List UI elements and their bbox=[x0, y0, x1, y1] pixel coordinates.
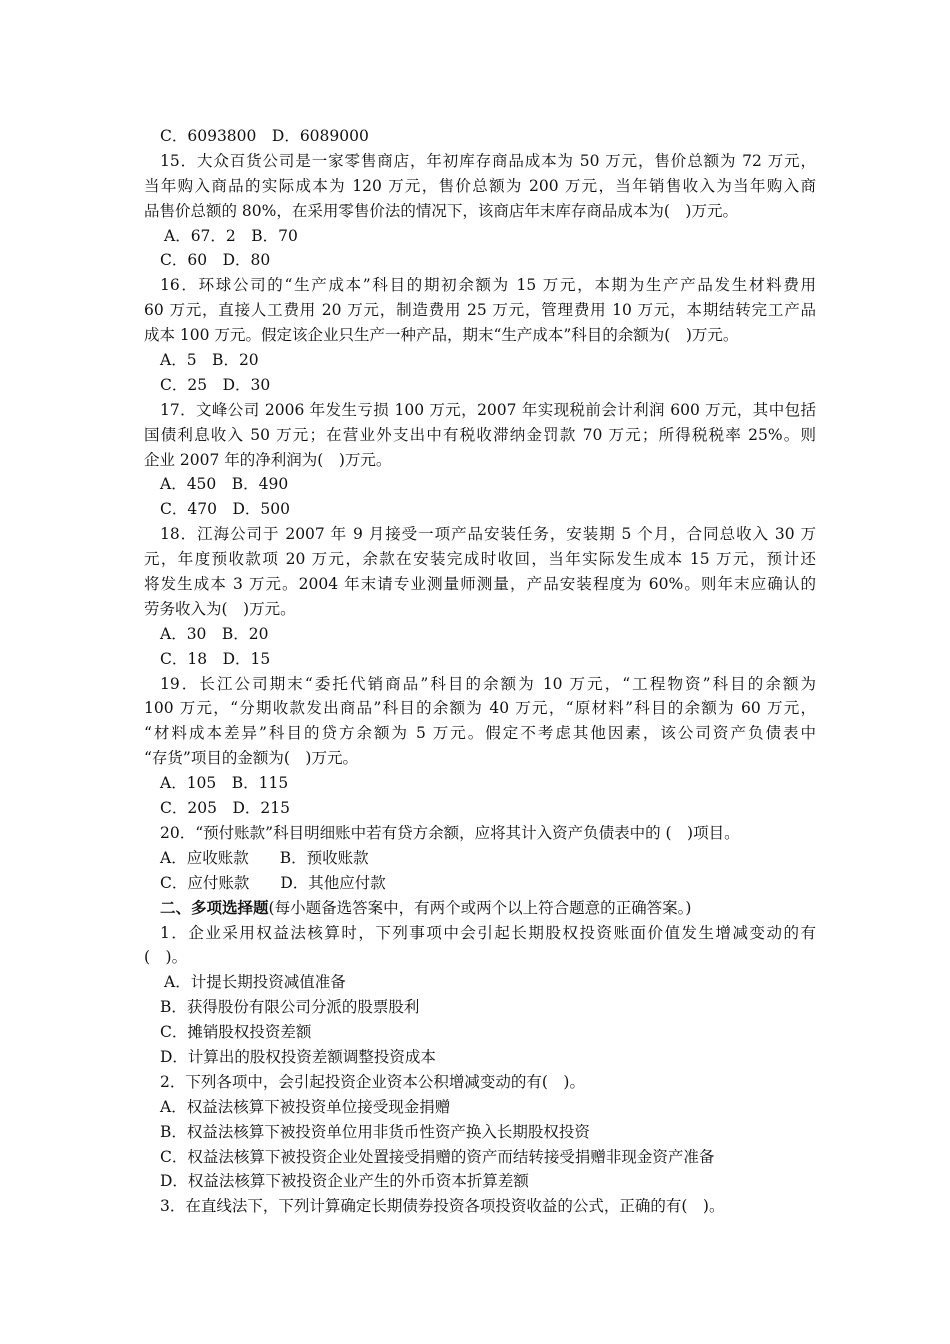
text-line: A．105 B．115 bbox=[160, 774, 289, 793]
text-line: A．67．2 B．70 bbox=[164, 226, 298, 245]
text-line: ( )。 bbox=[144, 948, 188, 967]
section-note: (每小题备选答案中，有两个或两个以上符合题意的正确答案。) bbox=[268, 898, 692, 917]
text-line: C．205 D．215 bbox=[160, 799, 290, 818]
text-line: 17．文峰公司 2006 年发生亏损 100 万元，2007 年实现税前会计利润 600 万元，其中包括 bbox=[160, 400, 816, 419]
text-line: 国债利息收入 50 万元；在营业外支出中有税收滞纳金罚款 70 万元；所得税税率 25%。则 bbox=[144, 425, 816, 444]
text-line: A．450 B．490 bbox=[160, 475, 289, 494]
text-line: C．25 D．30 bbox=[160, 375, 271, 394]
text-line: 当年购入商品的实际成本为 120 万元，售价总额为 200 万元，当年销售收入为当年购入商 bbox=[144, 176, 816, 195]
text-line: A．权益法核算下被投资单位接受现金捐赠 bbox=[160, 1097, 451, 1116]
text-line: 60 万元，直接人工费用 20 万元，制造费用 25 万元，管理费用 10 万元，本期结转完工产品 bbox=[144, 301, 816, 320]
text-line: C．60 D．80 bbox=[160, 251, 271, 270]
text-line: B．获得股份有限公司分派的股票股利 bbox=[160, 998, 420, 1017]
text-line: 3．在直线法下，下列计算确定长期债券投资各项投资收益的公式，正确的有( )。 bbox=[160, 1197, 725, 1216]
text-line: A．5 B．20 bbox=[160, 351, 259, 370]
text-line: 企业 2007 年的净利润为( )万元。 bbox=[144, 450, 392, 469]
text-line: A．应收账款 B．预收账款 bbox=[160, 848, 369, 867]
document-page bbox=[144, 124, 816, 1219]
text-line: 劳务收入为( )万元。 bbox=[144, 599, 296, 618]
text-line: 15．大众百货公司是一家零售商店，年初库存商品成本为 50 万元，售价总额为 72 万元， bbox=[160, 151, 816, 170]
text-line: 成本 100 万元。假定该企业只生产一种产品，期末“生产成本”科目的余额为( )万元。 bbox=[144, 326, 739, 345]
section-heading bbox=[144, 896, 816, 921]
text-line: 1．企业采用权益法核算时，下列事项中会引起长期股权投资账面价值发生增减变动的有 bbox=[160, 923, 816, 942]
text-line: 18．江海公司于 2007 年 9 月接受一项产品安装任务，安装期 5 个月，合同总收入 30 万 bbox=[160, 525, 816, 544]
text-line: 19．长江公司期末“委托代销商品”科目的余额为 10 万元，“工程物资”科目的余额为 bbox=[160, 674, 816, 693]
text-line: 16．环球公司的“生产成本”科目的期初余额为 15 万元，本期为生产产品发生材料费用 bbox=[160, 276, 816, 295]
text-line: “材料成本差异”科目的贷方余额为 5 万元。假定不考虑其他因素，该公司资产负债表中 bbox=[144, 724, 816, 743]
section-title: 二、多项选择题 bbox=[160, 897, 269, 917]
text-line: C．权益法核算下被投资企业处置接受捐赠的资产而结转接受捐赠非现金资产准备 bbox=[160, 1147, 715, 1166]
text-line: 20．“预付账款”科目明细账中若有贷方余额，应将其计入资产负债表中的 ( )项目。 bbox=[160, 823, 740, 842]
text-line: D．权益法核算下被投资企业产生的外币资本折算差额 bbox=[160, 1172, 529, 1191]
text-line: “存货”项目的金额为( )万元。 bbox=[144, 749, 358, 768]
text-line: 2．下列各项中，会引起投资企业资本公积增减变动的有( )。 bbox=[160, 1072, 585, 1091]
text-line: D．计算出的股权投资差额调整投资成本 bbox=[160, 1047, 436, 1066]
text-line: C．18 D．15 bbox=[160, 649, 271, 668]
text-line: C．摊销股权投资差额 bbox=[160, 1023, 312, 1042]
text-line: 品售价总额的 80%，在采用零售价法的情况下，该商店年末库存商品成本为( )万元。 bbox=[144, 201, 738, 220]
multiple-choice-questions bbox=[144, 921, 816, 1220]
text-line: C．应付账款 D．其他应付款 bbox=[160, 873, 386, 892]
single-choice-questions bbox=[144, 124, 816, 896]
text-line: C．6093800 D．6089000 bbox=[160, 127, 369, 145]
text-line: 将发生成本 3 万元。2004 年末请专业测量师测量，产品安装程度为 60%。则年末应确认的 bbox=[144, 575, 816, 594]
text-line: C．470 D．500 bbox=[160, 500, 290, 519]
text-line: 100 万元，“分期收款发出商品”科目的余额为 40 万元，“原材料”科目的余额为 60 万元， bbox=[144, 699, 816, 718]
text-line: A．30 B．20 bbox=[160, 624, 269, 643]
text-line: A．计提长期投资减值准备 bbox=[164, 973, 346, 992]
text-line: B．权益法核算下被投资单位用非货币性资产换入长期股权投资 bbox=[160, 1122, 590, 1141]
text-line: 元，年度预收款项 20 万元，余款在安装完成时收回，当年实际发生成本 15 万元，预计还 bbox=[144, 550, 816, 569]
